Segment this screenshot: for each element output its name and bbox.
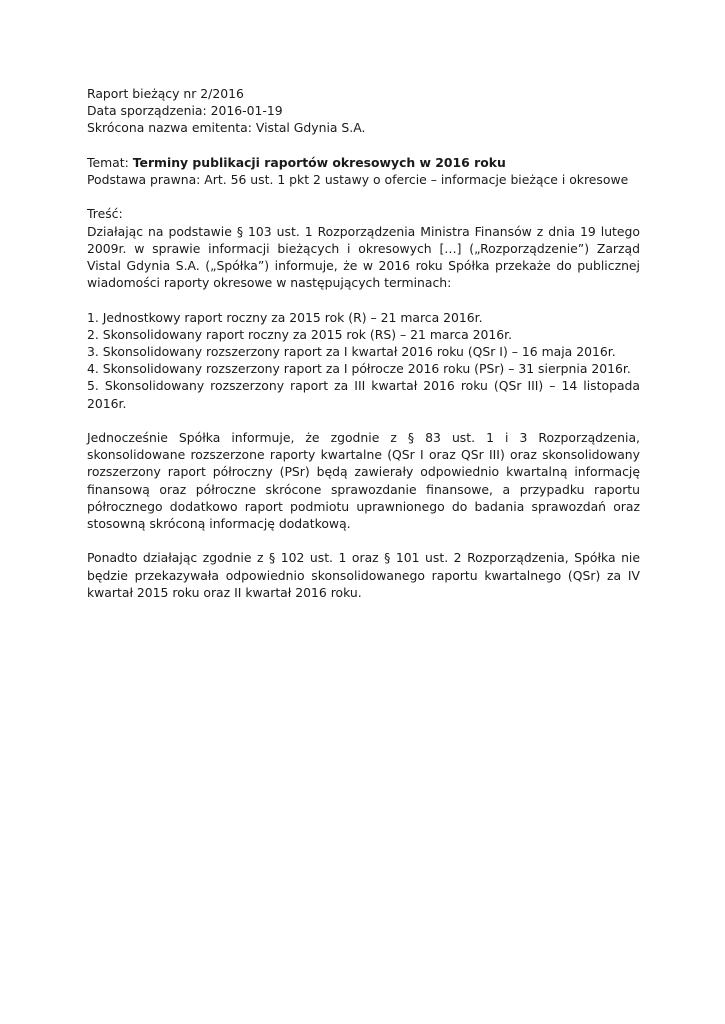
document-page [87,85,640,601]
issuer-name: Skrócona nazwa emitenta: Vistal Gdynia S.A. [87,120,366,136]
list-item: 2. Skonsolidowany raport roczny za 2015 rok (RS) – 21 marca 2016r. [87,326,513,342]
spacer [87,532,640,549]
list-item: 1. Jednostkowy raport roczny za 2015 rok (R) – 21 marca 2016r. [87,309,483,325]
list-item: 4. Skonsolidowany rozszerzony raport za I półrocze 2016 roku (PSr) – 31 sierpnia 2016r. [87,361,631,377]
body-heading: Treść: [87,206,123,222]
spacer [87,412,640,429]
subject-line [87,154,640,171]
subject-label: Temat: [87,154,133,170]
paragraph-exemption: Ponadto działając zgodnie z § 102 ust. 1 oraz § 101 ust. 2 Rozporządzenia, Spółka nie będzie przekazywała odpowiednio skonsolidowanego raportu kwartalnego (QSr) za IV kwartał 2015 roku oraz II kwartał 2016 roku. [87,550,640,600]
list-item: 3. Skonsolidowany rozszerzony raport za I kwartał 2016 roku (QSr I) – 16 maja 2016r. [87,344,616,359]
spacer [87,291,640,308]
report-number: Raport bieżący nr 2/2016 [87,86,244,101]
list-item: 5. Skonsolidowany rozszerzony raport za III kwartał 2016 roku (QSr III) – 14 listopada 2016r. [87,378,640,411]
spacer [87,137,640,154]
paragraph-quarterly-info: Jednocześnie Spółka informuje, że zgodnie z § 83 ust. 1 i 3 Rozporządzenia, skonsolidowane rozszerzone raporty kwartalne (QSr I oraz QSr III) oraz skonsolidowany rozszerzony raport półroczny (PSr) będą zawierały odpowiednio kwartalną informację finansową oraz półroczne skrócone sprawozdanie finansowe, a przypadku raportu półrocznego dodatkowo raport podmiotu uprawnionego do badania sprawozdań oraz stosowną skróconą informację dodatkową. [87,430,640,532]
subject-title: Terminy publikacji raportów okresowych w 2016 roku [132,154,506,170]
report-schedule-list [87,309,640,412]
spacer [87,188,640,205]
intro-paragraph: Działając na podstawie § 103 ust. 1 Rozporządzenia Ministra Finansów z dnia 19 lutego 2009r. w sprawie informacji bieżących i okresowych […] („Rozporządzenie”) Zarząd Vistal Gdynia S.A. („Spółka”) informuje, że w 2016 roku Spółka przekaże do publicznej wiadomości raporty okresowe w następujących terminach: [87,223,640,291]
legal-basis: Podstawa prawna: Art. 56 ust. 1 pkt 2 ustawy o ofercie – informacje bieżące i okresowe [87,172,629,187]
report-date: Data sporządzenia: 2016-01-19 [87,103,283,119]
